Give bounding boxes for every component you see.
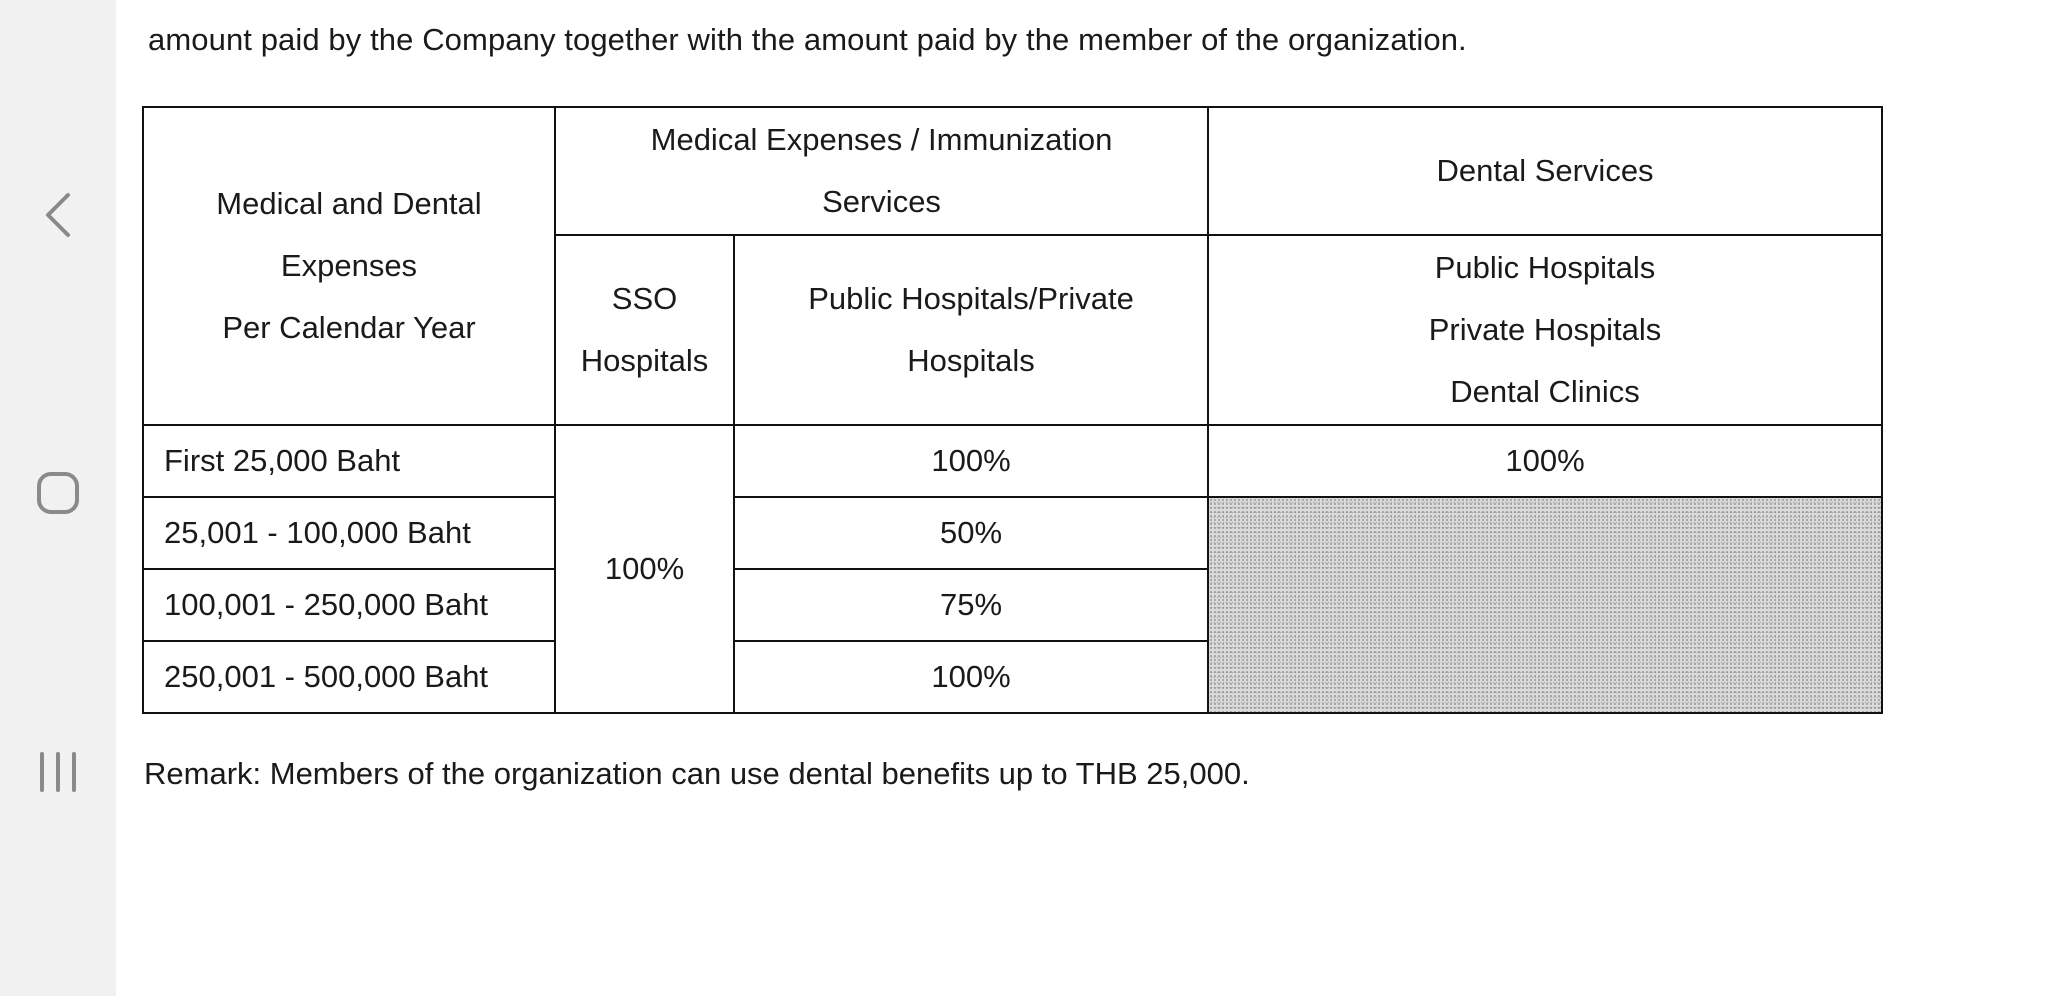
header-medical-line-1: Medical Expenses / Immunization [650, 122, 1113, 157]
subheader-public-private-cell [734, 235, 1208, 425]
subheader-sso-line-1: SSO [611, 281, 678, 316]
benefits-table [142, 106, 1883, 714]
three-bars-icon [36, 750, 80, 794]
chevron-left-icon [38, 189, 78, 241]
header-expenses-line-1: Medical and Dental [216, 186, 482, 221]
header-medical-cell [555, 107, 1208, 235]
public-private-value-cell: 75% [734, 569, 1208, 641]
recent-apps-button[interactable] [0, 740, 116, 804]
range-cell: 250,001 - 500,000 Baht [143, 641, 555, 713]
rounded-square-icon [35, 470, 81, 516]
subheader-dental-line-1: Public Hospitals [1434, 250, 1656, 285]
subheader-public-private-line-2: Hospitals [907, 343, 1035, 378]
back-button[interactable] [0, 180, 116, 250]
navigation-rail [0, 0, 116, 996]
dental-value-cell: 100% [1208, 425, 1882, 497]
subheader-sso-line-2: Hospitals [580, 343, 709, 378]
range-cell: First 25,000 Baht [143, 425, 555, 497]
header-expenses-cell [143, 107, 555, 425]
sso-value-cell: 100% [555, 425, 734, 713]
public-private-value-cell: 100% [734, 425, 1208, 497]
subheader-sso-cell [555, 235, 734, 425]
remark-text: Remark: Members of the organization can use dental benefits up to THB 25,000. [144, 756, 1250, 791]
header-medical-line-2: Services [822, 184, 941, 219]
subheader-dental-line-3: Dental Clinics [1450, 374, 1640, 409]
table-row [143, 425, 1882, 497]
document-page [116, 0, 2048, 996]
home-button[interactable] [0, 462, 116, 524]
table-row [143, 497, 1882, 569]
range-cell: 100,001 - 250,000 Baht [143, 569, 555, 641]
header-expenses-line-3: Per Calendar Year [222, 310, 476, 345]
public-private-value-cell: 50% [734, 497, 1208, 569]
public-private-value-cell: 100% [734, 641, 1208, 713]
subheader-dental-line-2: Private Hospitals [1428, 312, 1662, 347]
dental-shaded-cell [1208, 497, 1882, 713]
intro-text: amount paid by the Company together with the amount paid by the member of the organization. [148, 22, 1467, 57]
table-header-row [143, 107, 1882, 235]
subheader-public-private-line-1: Public Hospitals/Private [808, 281, 1134, 316]
header-dental-cell: Dental Services [1208, 107, 1882, 235]
header-expenses-line-2: Expenses [280, 248, 418, 283]
range-cell: 25,001 - 100,000 Baht [143, 497, 555, 569]
subheader-dental-providers-cell [1208, 235, 1882, 425]
